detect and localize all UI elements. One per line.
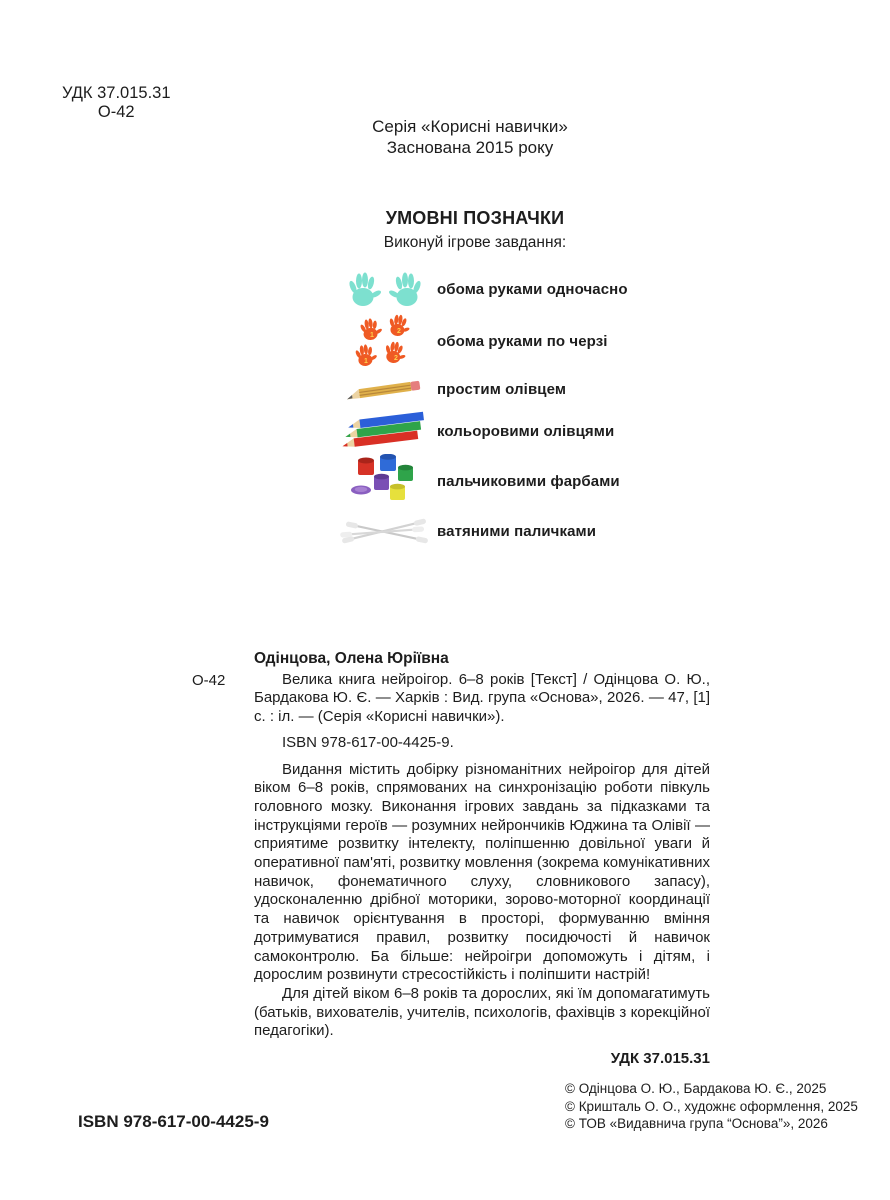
legend-item [255,508,695,554]
copyright-line: © ТОВ «Видавнича група “Основа”», 2026 [565,1116,828,1131]
catalog-isbn: ISBN 978-617-00-4425-9. [282,733,454,751]
legend-item-label: пальчиковими фарбами [437,472,620,490]
legend-item [255,370,695,408]
svg-text:1: 1 [370,332,374,339]
annotation-paragraph-1: Видання містить добірку різноманітних нейроігор для дітей віком 6–8 років, спрямованих на синхронізацію роботи півкуль головного мозку. Виконання ігрових завдань за підказками та інструкціями героїв — розумних нейрончиків Юджина та Олівії — сприятиме розвитку інтелекту, поліпшенню довільної уваги й оперативної пам'яті, розвитку мовлення (зокрема комунікативних навичок, фонематичного слуху, словникового запасу), удосконаленню дрібної моторики, зорово-моторної координації та навичок орієнтування в просторі, формуванню вміння дотримуватися правил, розвитку посидючості й навичок самоконтролю. Ба більше: нейроігри допоможуть і дітям, і дорослим розвинути стресостійкість і поліпшити настрій! [254,760,710,984]
four-orange-hands-icon [339,312,431,370]
catalog-author: Одінцова, Олена Юріївна [254,650,449,667]
legend-item-label: ватяними паличками [437,522,597,540]
legend-item [255,266,695,312]
legend-item [255,454,695,508]
svg-text:2: 2 [394,355,398,362]
svg-text:1: 1 [364,358,368,365]
copyright-line: © Кришталь О. О., художнє оформлення, 2025 [565,1098,858,1114]
legend-item [255,408,695,454]
udk-bottom: УДК 37.015.31 [610,1050,710,1068]
series-founded: Заснована 2015 року [386,138,554,157]
legend [255,208,695,554]
pencil-icon [339,374,431,404]
footer-isbn: ISBN 978-617-00-4425-9 [78,1112,269,1131]
legend-item-label: обома руками по черзі [437,332,608,350]
legend-subtitle: Виконуй ігрове завдання: [383,234,567,251]
catalog-card [190,650,710,1069]
cotton-swabs-icon [339,511,431,551]
legend-title: УМОВНІ ПОЗНАЧКИ [385,208,565,228]
udk-block [62,84,171,122]
annotation-paragraph-2: Для дітей віком 6–8 років та дорослих, які їм допомагатимуть (батьків, вихователів, учителів, психологів, фахівців з корекційної педагогіки). [254,984,710,1040]
copyright-line: © Одінцова О. Ю., Бардакова Ю. Є., 2025 [565,1081,827,1096]
author-code-top: О-42 [97,103,135,121]
udk-top: УДК 37.015.31 [62,84,171,102]
legend-item [255,312,695,370]
svg-text:2: 2 [397,328,401,335]
author-code: О-42 [192,671,226,689]
bibliographic-description: Велика книга нейроігор. 6–8 років [Текст] / Одінцова О. Ю., Бардакова Ю. Є. — Харків : Вид. група «Основа», 2026. — 47, [1] с. : іл. — (Серія «Корисні навички»). [254,670,710,726]
series-block [330,116,610,158]
copyright-block [565,1080,858,1133]
legend-item-label: кольоровими олівцями [437,422,615,440]
paint-pots-icon [339,454,431,508]
two-teal-hands-icon [339,268,431,310]
series-title: Серія «Корисні навички» [372,117,568,136]
bibliographic-entry [190,671,710,727]
legend-item-label: простим олівцем [437,380,567,398]
legend-item-label: обома руками одночасно [437,280,628,298]
colored-pencils-icon [339,410,431,452]
legend-items [255,266,695,554]
